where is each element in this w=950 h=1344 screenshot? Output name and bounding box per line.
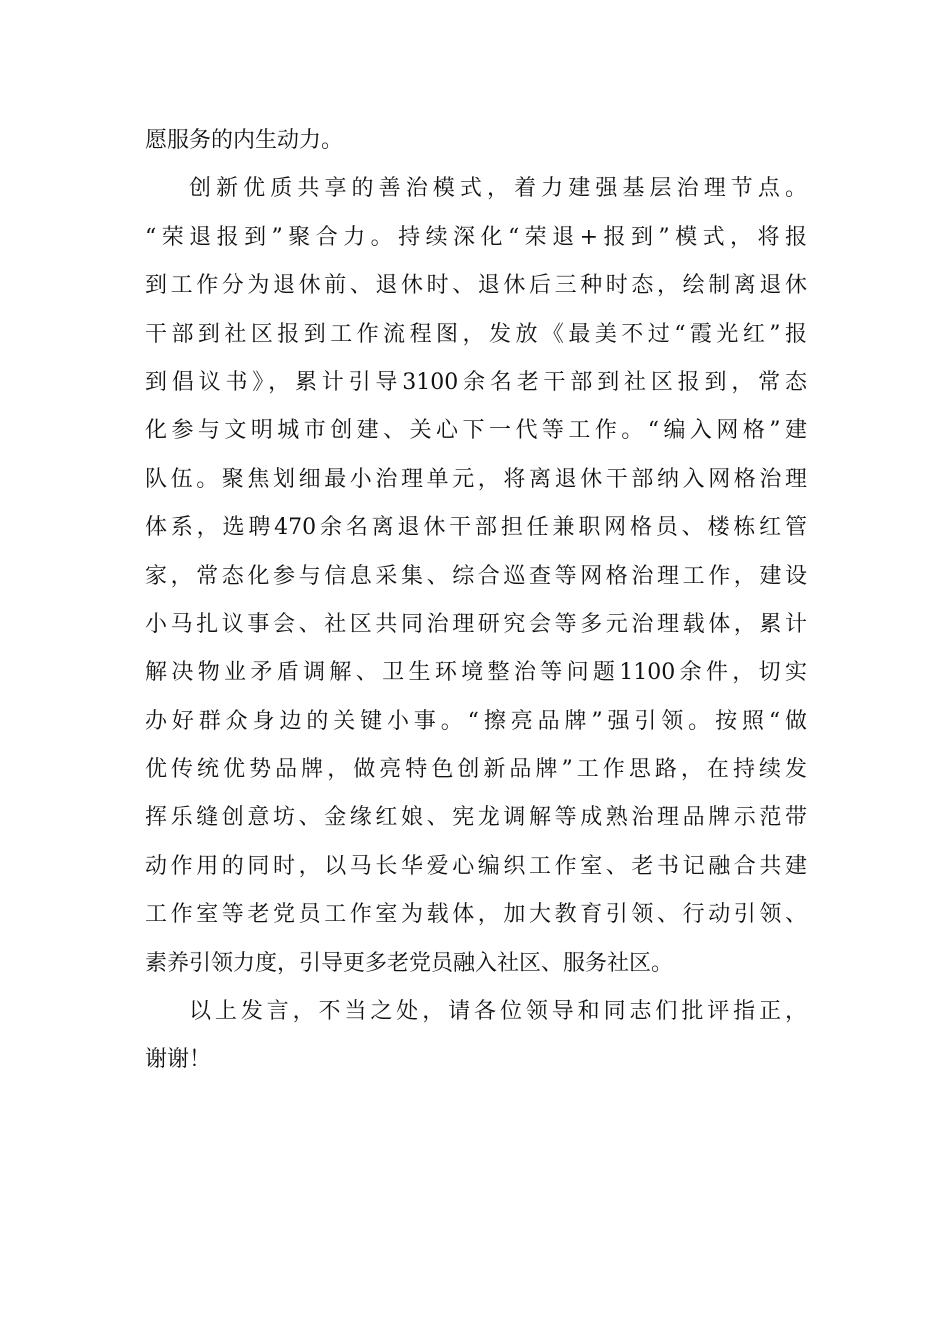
paragraph-2-line-14: 挥乐缝创意坊、金缘红娘、宪龙调解等成熟治理品牌示范带 bbox=[145, 805, 807, 831]
paragraph-3-line-2: 谢谢！ bbox=[145, 1047, 212, 1073]
paragraph-2-line-13: 优传统优势品牌，做亮特色创新品牌”工作思路，在持续发 bbox=[145, 757, 807, 783]
paragraph-2-line-16: 工作室等老党员工作室为载体，加大教育引领、行动引领、 bbox=[145, 902, 807, 928]
paragraph-2-line-17: 素养引领力度，引导更多老党员融入社区、服务社区。 bbox=[145, 950, 674, 976]
paragraph-2-line-7: 队伍。聚焦划细最小治理单元，将离退休干部纳入网格治理 bbox=[145, 466, 807, 492]
paragraph-2-line-1: 创新优质共享的善治模式，着力建强基层治理节点。 bbox=[189, 176, 807, 202]
paragraph-1-line-1: 愿服务的内生动力。 bbox=[145, 128, 344, 153]
paragraph-2-line-5: 到倡议书》，累计引导3100余名老干部到社区报到，常态 bbox=[145, 369, 807, 395]
paragraph-2-line-8: 体系，选聘470余名离退休干部担任兼职网格员、楼栋红管 bbox=[145, 515, 807, 541]
paragraph-3-line-1: 以上发言，不当之处，请各位领导和同志们批评指正， bbox=[189, 999, 807, 1025]
paragraph-2-line-9: 家，常态化参与信息采集、综合巡查等网格治理工作，建设 bbox=[145, 563, 807, 589]
document-body bbox=[145, 117, 807, 1085]
paragraph-2-line-6: 化参与文明城市创建、关心下一代等工作。“编入网格”建 bbox=[145, 418, 807, 444]
paragraph-2-line-4: 干部到社区报到工作流程图，发放《最美不过“霞光红”报 bbox=[145, 321, 807, 347]
paragraph-2-line-15: 动作用的同时，以马长华爱心编织工作室、老书记融合共建 bbox=[145, 853, 807, 879]
paragraph-2-line-3: 到工作分为退休前、退休时、退休后三种时态，绘制离退休 bbox=[145, 273, 807, 299]
paragraph-2-line-10: 小马扎议事会、社区共同治理研究会等多元治理载体，累计 bbox=[145, 611, 807, 637]
paragraph-2-line-2: “荣退报到”聚合力。持续深化“荣退+报到”模式，将报 bbox=[145, 224, 807, 250]
paragraph-2-line-12: 办好群众身边的关键小事。“擦亮品牌”强引领。按照“做 bbox=[145, 708, 807, 734]
paragraph-2-line-11: 解决物业矛盾调解、卫生环境整治等问题1100余件，切实 bbox=[145, 660, 807, 686]
